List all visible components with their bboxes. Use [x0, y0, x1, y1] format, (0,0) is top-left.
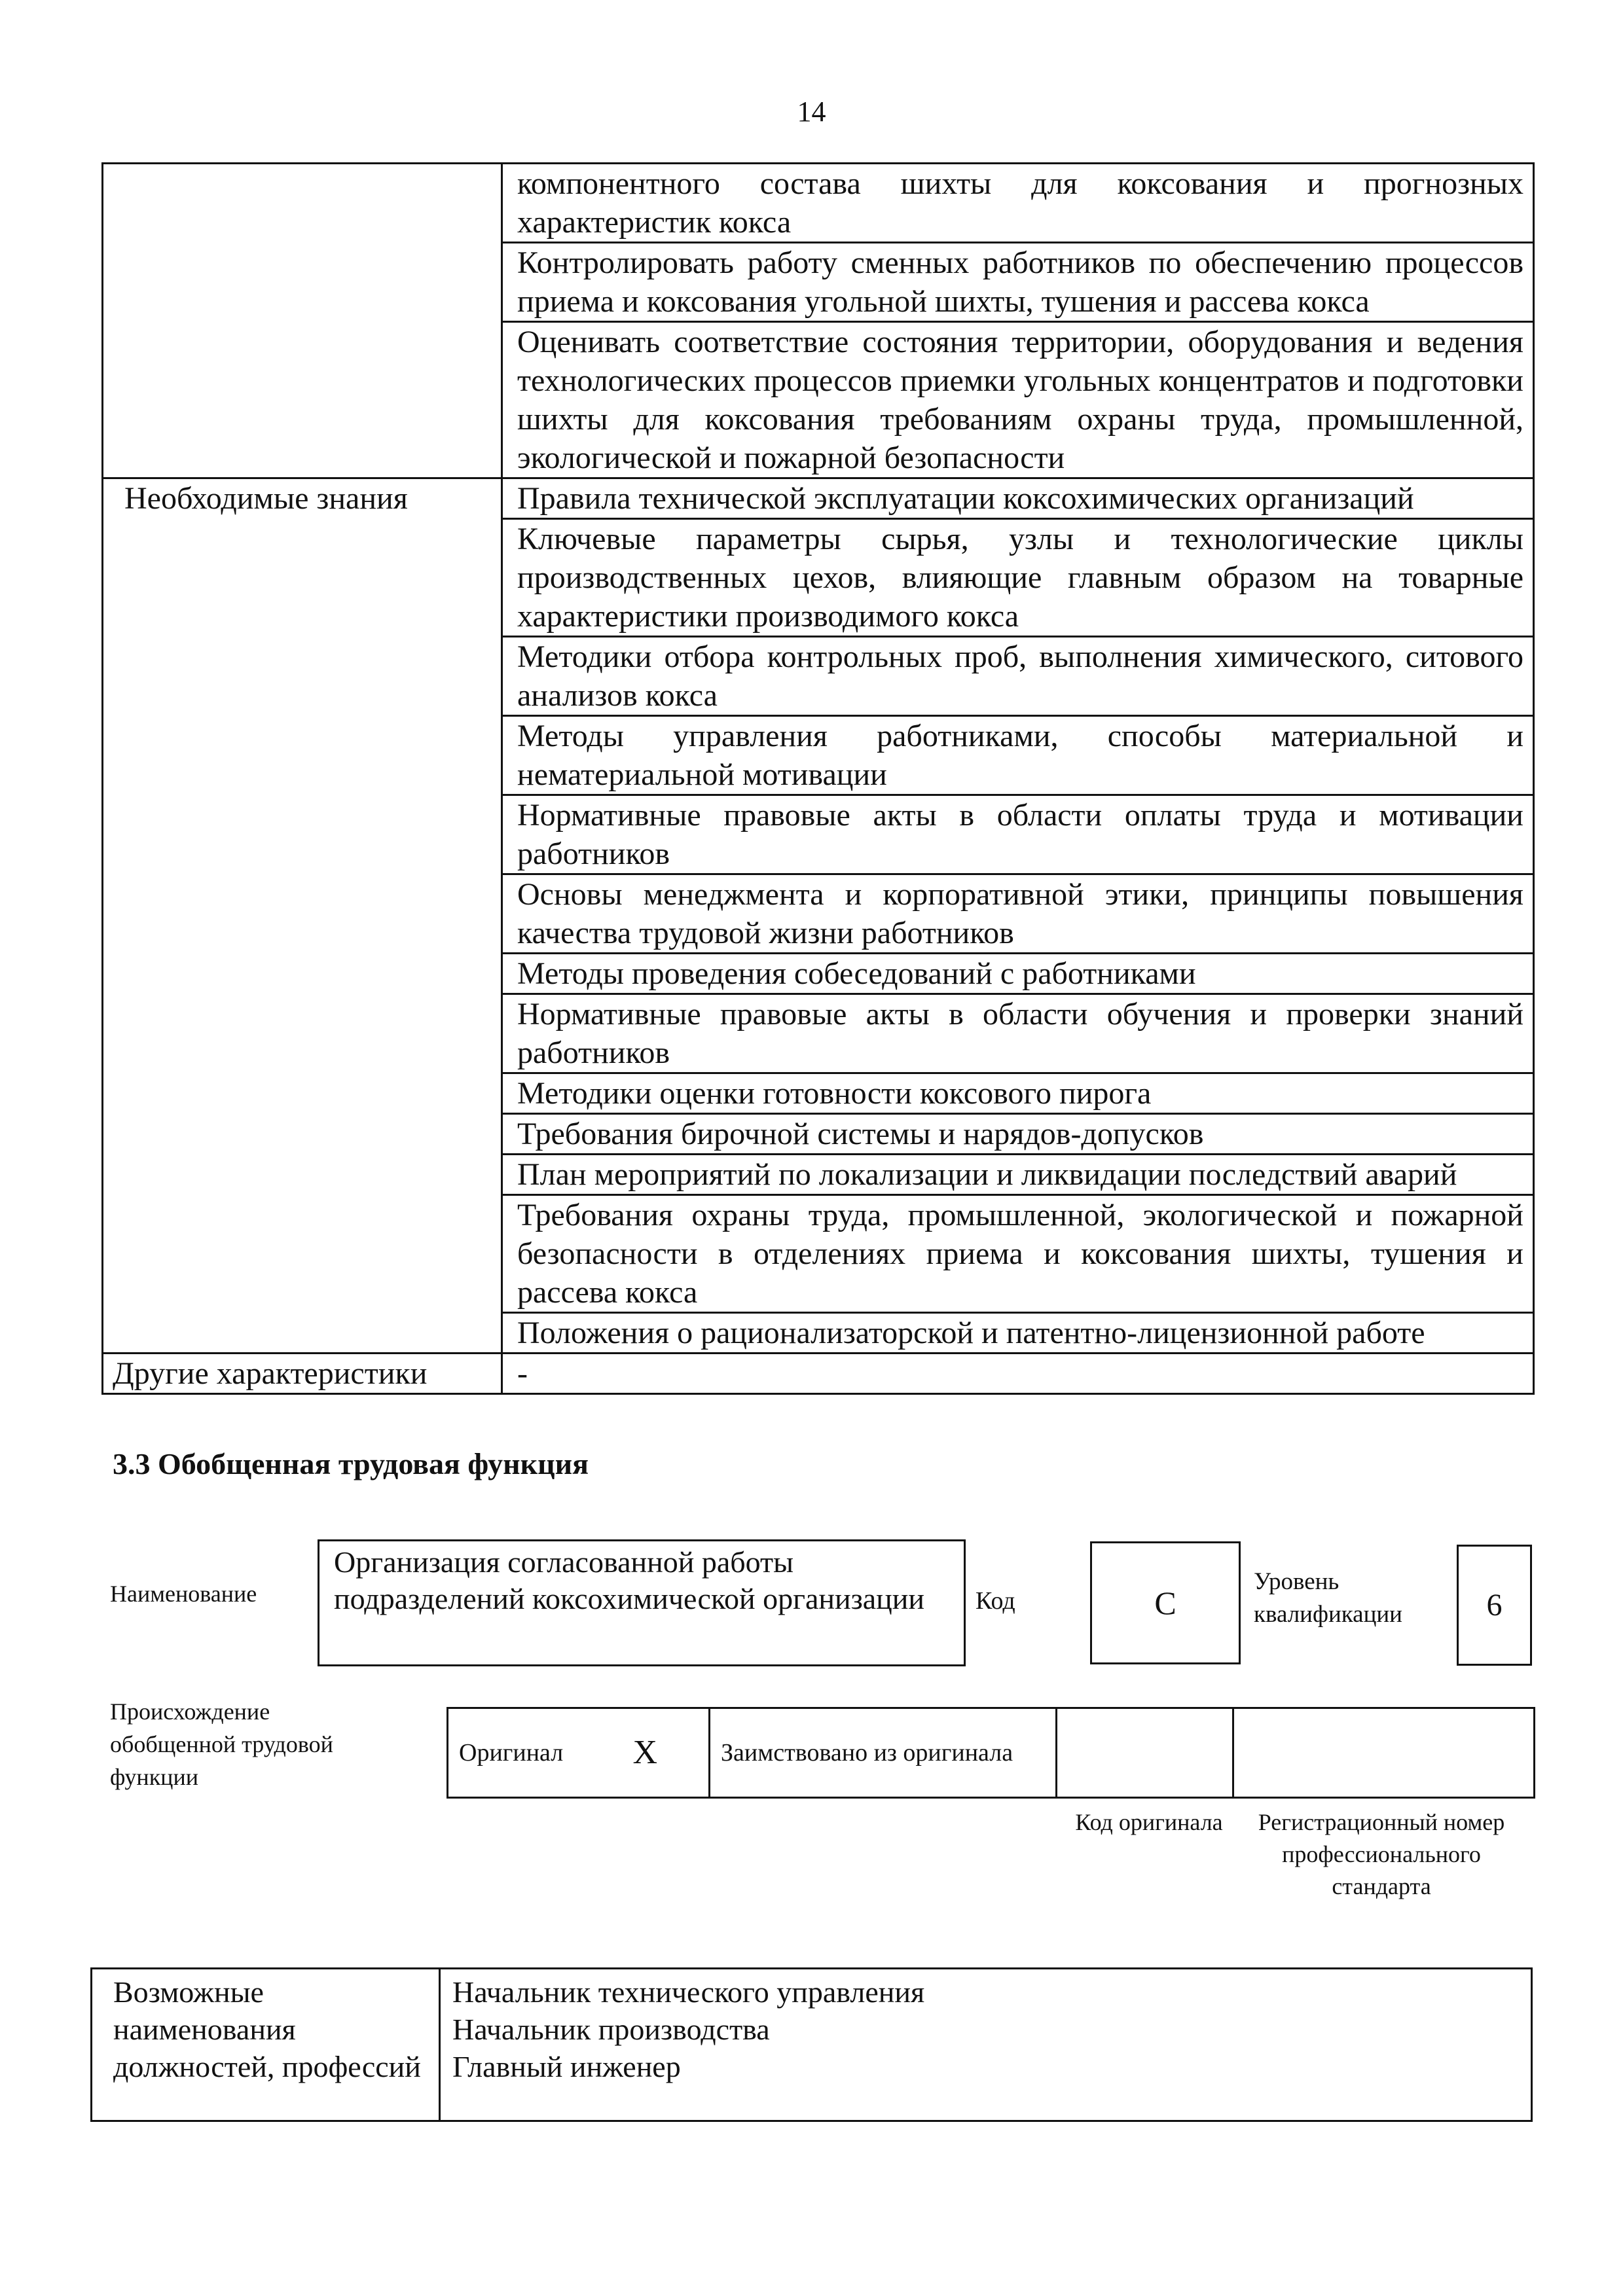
table-row — [92, 1969, 1532, 2121]
skills-label-cell — [103, 164, 502, 478]
borrowed-label: Заимствовано из оригинала — [710, 1708, 1057, 1798]
origin-table — [447, 1707, 1535, 1799]
skill-item: Контролировать работу сменных работников по обеспечению процессов приема и коксования угольной шихты, тушения и рассева кокса — [502, 243, 1534, 322]
section-heading: 3.3 Обобщенная трудовая функция — [113, 1447, 589, 1480]
level-label: Уровень квалификации — [1254, 1568, 1402, 1628]
knowledge-item: Правила технической эксплуатации коксохимических организаций — [502, 478, 1534, 519]
position-item: Начальник производства — [452, 2013, 770, 2046]
original-mark: X — [582, 1708, 710, 1798]
knowledge-item: Нормативные правовые акты в области обучения и проверки знаний работников — [502, 994, 1534, 1073]
table-row — [448, 1708, 1535, 1798]
skill-item: компонентного состава шихты для коксования и прогнозных характеристик кокса — [502, 164, 1534, 243]
knowledge-item: Методики отбора контрольных проб, выполнения химического, ситового анализов кокса — [502, 637, 1534, 716]
code-box: C — [1090, 1541, 1241, 1664]
code-label: Код — [976, 1587, 1015, 1615]
knowledge-item: Положения о рационализаторской и патентно-лицензионной работе — [502, 1313, 1534, 1354]
function-name-box: Организация согласованной работы подразделений коксохимической организации — [318, 1539, 966, 1666]
positions-label: Возможные наименования должностей, профессий — [92, 1969, 440, 2121]
other-characteristics-value: - — [502, 1354, 1534, 1394]
table-row — [103, 1354, 1534, 1394]
other-characteristics-label: Другие характеристики — [103, 1354, 502, 1394]
knowledge-item: Требования бирочной системы и нарядов-допусков — [502, 1114, 1534, 1155]
knowledge-item: Методики оценки готовности коксового пирога — [502, 1073, 1534, 1114]
level-box: 6 — [1457, 1545, 1532, 1666]
knowledge-item: Методы проведения собеседований с работниками — [502, 954, 1534, 994]
caption-registration-number: Регистрационный номер профессионального стандарта — [1258, 1809, 1505, 1899]
position-item: Начальник технического управления — [452, 1975, 925, 2009]
skill-item: Оценивать соответствие состояния территории, оборудования и ведения технологических процессов приемки угольных концентратов и подготовки шихты для коксования требованиям охраны труда, промышленной, экологической и пожарной безопасности — [502, 322, 1534, 478]
page-number: 14 — [797, 96, 826, 128]
table-row — [103, 478, 1534, 519]
original-label: Оригинал — [448, 1708, 582, 1798]
knowledge-item: Ключевые параметры сырья, узлы и технологические циклы производственных цехов, влияющие главным образом на товарные характеристики производимого кокса — [502, 519, 1534, 637]
knowledge-item: Нормативные правовые акты в области оплаты труда и мотивации работников — [502, 795, 1534, 874]
table-row — [103, 164, 1534, 243]
knowledge-item: Методы управления работниками, способы материальной и нематериальной мотивации — [502, 716, 1534, 795]
caption-original-code: Код оригинала — [1075, 1809, 1223, 1835]
knowledge-item: Требования охраны труда, промышленной, экологической и пожарной безопасности в отделениях приема и коксования шихты, тушения и рассева кокса — [502, 1195, 1534, 1313]
borrowed-code-cell — [1057, 1708, 1233, 1798]
position-item: Главный инженер — [452, 2050, 681, 2083]
borrowed-reg-cell — [1233, 1708, 1535, 1798]
name-label: Наименование — [110, 1581, 257, 1607]
knowledge-label: Необходимые знания — [103, 478, 502, 1354]
positions-list — [440, 1969, 1532, 2121]
knowledge-item: Основы менеджмента и корпоративной этики, принципы повышения качества трудовой жизни работников — [502, 874, 1534, 954]
function-details-table — [101, 162, 1535, 1395]
knowledge-item: План мероприятий по локализации и ликвидации последствий аварий — [502, 1155, 1534, 1195]
origin-label: Происхождение обобщенной трудовой функции — [110, 1698, 333, 1790]
positions-table — [90, 1967, 1533, 2122]
